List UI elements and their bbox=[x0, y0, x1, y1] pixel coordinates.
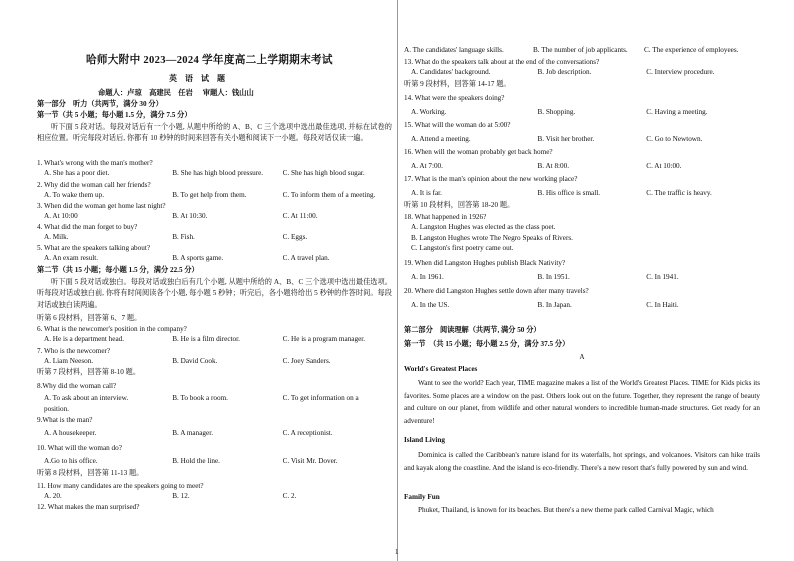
option-b: B. She has high blood pressure. bbox=[172, 169, 264, 178]
option-a: A. To wake them up. bbox=[44, 191, 105, 200]
question-stem: 6. What is the newcomer's position in the company? bbox=[37, 325, 187, 333]
question-stem: 11. How many candidates are the speakers going to meet? bbox=[37, 482, 204, 490]
proposers: 命题人：卢琼 高建民 任岩 bbox=[98, 88, 193, 97]
question-stem: 18. What happened in 1926? bbox=[404, 213, 487, 221]
question-4 bbox=[37, 222, 392, 243]
question-20 bbox=[404, 286, 760, 311]
subheading-family-fun: Family Fun bbox=[404, 493, 440, 501]
option-a: A. Candidates' background. bbox=[411, 68, 491, 77]
option-c: C. Visit Mr. Dover. bbox=[282, 457, 338, 466]
question-7 bbox=[37, 346, 392, 367]
option-b: B. In Japan. bbox=[537, 301, 572, 310]
question-stem: 2. Why did the woman call her friends? bbox=[37, 181, 151, 189]
option-b: B. At 10:30. bbox=[172, 212, 208, 221]
option-c: C. Having a meeting. bbox=[646, 108, 708, 117]
option-a: A. It is far. bbox=[411, 189, 442, 198]
option-a: A. A housekeeper. bbox=[44, 429, 97, 438]
option-a: A. To ask about an interview. bbox=[44, 394, 129, 403]
section1-heading: 第一节（共 5 小题；每小题 1.5 分，满分 7.5 分） bbox=[37, 111, 192, 119]
question-3 bbox=[37, 201, 392, 222]
option-a: A. The candidates' language skills. bbox=[404, 46, 504, 54]
question-12-stem: 12. What makes the man surprised? bbox=[37, 503, 140, 511]
question-stem: 15. What will the woman do at 5:00? bbox=[404, 121, 511, 129]
question-14 bbox=[404, 93, 760, 118]
reviewer: 审题人：钱山山 bbox=[202, 88, 254, 97]
option-b: B. Visit her brother. bbox=[537, 135, 595, 144]
option-c: C. A travel plan. bbox=[282, 254, 330, 263]
question-1 bbox=[37, 158, 392, 179]
option-c: C. At 11:00. bbox=[282, 212, 318, 221]
option-c: C. In Haiti. bbox=[646, 301, 679, 310]
option-b: B. Shopping. bbox=[537, 108, 576, 117]
question-stem: 10. What will the woman do? bbox=[37, 444, 122, 452]
option-c: C. At 10:00. bbox=[646, 162, 682, 171]
option-c: C. A receptionist. bbox=[282, 429, 333, 438]
option-c: C. The traffic is heavy. bbox=[646, 189, 712, 198]
question-stem: 17. What is the man's opinion about the new working place? bbox=[404, 175, 578, 183]
option-b: B. To get help from them. bbox=[172, 191, 247, 200]
option-c: C. To inform them of a meeting. bbox=[282, 191, 376, 200]
option-b: B. David Cook. bbox=[172, 357, 218, 366]
passage-paragraph-1: Want to see the world? Each year, TIME magazine makes a list of the World's Greatest Places. TIME for Kids picks its favorites. Some places are a window on the past. Others look out on the future. Together, they represent the range of beauty and culture on our planet, from wildlife and other natural wonders to incredible human-made structures. Get ready for an adventure! bbox=[404, 379, 760, 425]
option-a: A. Attend a meeting. bbox=[411, 135, 471, 144]
option-b: B. At 8:00. bbox=[537, 162, 570, 171]
question-stem: 14. What were the speakers doing? bbox=[404, 94, 505, 102]
note-6: 听第 6 段材料，回答第 6、7 题。 bbox=[37, 314, 142, 322]
option-a: A. At 7:00. bbox=[411, 162, 443, 171]
option-c: C. Eggs. bbox=[282, 233, 308, 242]
option-b: B. To book a room. bbox=[172, 394, 228, 403]
option-c: C. To get information on a bbox=[282, 394, 359, 403]
note-7: 听第 7 段材料，回答第 8-10 题。 bbox=[37, 368, 141, 376]
option-b: B. Hold the line. bbox=[172, 457, 220, 466]
option-a: A. She has a poor diet. bbox=[44, 169, 110, 178]
column-divider bbox=[397, 0, 398, 561]
subheading-island-living: Island Living bbox=[404, 436, 445, 444]
option-a: A. In the US. bbox=[411, 301, 450, 310]
family-fun-paragraph: Phuket, Thailand, is known for its beaches. But there's a new theme park called Carnival Magic, which bbox=[418, 506, 714, 514]
note-8: 听第 8 段材料，回答第 11-13 题。 bbox=[37, 469, 144, 477]
question-17 bbox=[404, 174, 760, 199]
question-19 bbox=[404, 258, 760, 283]
option-c: C. He is a program manager. bbox=[282, 335, 366, 344]
question-5 bbox=[37, 243, 392, 264]
note-9: 听第 9 段材料，回答第 14-17 题。 bbox=[404, 80, 511, 88]
question-9 bbox=[37, 415, 392, 439]
section2-heading: 第二节（共 15 小题；每小题 1.5 分，满分 22.5 分） bbox=[37, 266, 199, 274]
island-living-paragraph: Dominica is called the Caribbean's nature island for its waterfalls, hot springs, and volcanoes. Visitors can hike trails and kayak along the coastline. And the island is eco-friendly. There's a new resort that's fully powered by sun and wind. bbox=[404, 451, 760, 472]
option-c: C. Go to Newtown. bbox=[646, 135, 703, 144]
question-stem: 19. When did Langston Hughes publish Black Nativity? bbox=[404, 259, 566, 267]
option-c: C. She has high blood sugar. bbox=[282, 169, 365, 178]
question-6 bbox=[37, 324, 392, 345]
question-18 bbox=[404, 212, 760, 254]
question-stem: 16. When will the woman probably get back home? bbox=[404, 148, 553, 156]
option-c: C. 2. bbox=[282, 492, 297, 501]
option-b: B. Fish. bbox=[172, 233, 195, 242]
option-b: B. He is a film director. bbox=[172, 335, 240, 344]
option-b: B. 12. bbox=[172, 492, 190, 501]
page-number: 1 bbox=[395, 548, 399, 556]
section2-instructions: 听下面 5 段对话或独白。每段对话或独白后有几个小题, 从题中所给的 A、B、C 三个选项中选出最佳选项。听每段对话或独白前, 你将有时间阅读各个小题, 每小题 5 秒钟；听完后，各小题将给出 5 秒钟的作答时间。每段对话或独白读两遍。 bbox=[37, 278, 392, 309]
section1-instructions: 听下面 5 段对话。每段对话后有一个小题, 从题中所给的 A、B、C 三个选项中选出最佳选项, 并标在试卷的相应位置。听完每段对话后, 你都有 10 秒钟的时间来回答有关小题和阅读下一小题。每段对话仅读一遍。 bbox=[37, 123, 392, 143]
question-12-options bbox=[404, 45, 760, 55]
option-a: A. Working. bbox=[411, 108, 447, 117]
passage-title: World's Greatest Places bbox=[404, 365, 478, 373]
option-b: B. In 1951. bbox=[537, 273, 570, 282]
question-13 bbox=[404, 57, 760, 78]
question-stem: 13. What do the speakers talk about at the end of the conversations? bbox=[404, 58, 600, 66]
question-8 bbox=[37, 381, 392, 414]
question-10 bbox=[37, 443, 392, 467]
option-a: A. He is a department head. bbox=[44, 335, 125, 344]
exam-authors bbox=[98, 88, 262, 98]
question-stem: 9.What is the man? bbox=[37, 416, 93, 424]
option-a: A. At 10:00 bbox=[44, 212, 78, 221]
question-11 bbox=[37, 481, 392, 502]
part2-section1-heading: 第一节 （共 15 小题；每小题 2.5 分，满分 37.5 分） bbox=[404, 340, 570, 348]
option-b: B. His office is small. bbox=[537, 189, 601, 198]
option-a: A. Langston Hughes was elected as the class poet. bbox=[411, 223, 556, 232]
option-c: C. Interview procedure. bbox=[646, 68, 715, 77]
exam-title: 哈师大附中 2023—2024 学年度高二上学期期末考试 bbox=[86, 55, 333, 66]
question-stem: 5. What are the speakers talking about? bbox=[37, 244, 151, 252]
question-stem: 3. When did the woman get home last night? bbox=[37, 202, 166, 210]
option-a: A.Go to his office. bbox=[44, 457, 98, 466]
option-c-wrap: position. bbox=[44, 404, 69, 413]
question-stem: 1. What's wrong with the man's mother? bbox=[37, 159, 153, 167]
passage-label: A bbox=[579, 353, 585, 361]
question-2 bbox=[37, 180, 392, 201]
option-a: A. Liam Neeson. bbox=[44, 357, 94, 366]
option-c: C. Joey Sanders. bbox=[282, 357, 331, 366]
option-b: B. The number of job applicants. bbox=[533, 46, 628, 54]
question-stem: 7. Who is the newcomer? bbox=[37, 347, 111, 355]
option-b: B. A manager. bbox=[172, 429, 213, 438]
option-a: A. In 1961. bbox=[411, 273, 444, 282]
question-stem: 4. What did the man forget to buy? bbox=[37, 223, 138, 231]
question-15 bbox=[404, 120, 760, 145]
option-a: A. 20. bbox=[44, 492, 62, 501]
option-a: A. An exam result. bbox=[44, 254, 99, 263]
option-b: B. Langston Hughes wrote The Negro Speaks of Rivers. bbox=[411, 233, 573, 242]
question-16 bbox=[404, 147, 760, 172]
option-c: C. The experience of employees. bbox=[644, 46, 739, 54]
option-b: B. Job description. bbox=[537, 68, 592, 77]
exam-subject: 英 语 试 题 bbox=[169, 74, 228, 83]
part1-heading: 第一部分 听力（共两节，满分 30 分） bbox=[37, 100, 163, 108]
question-stem: 20. Where did Langston Hughes settle down after many travels? bbox=[404, 287, 589, 295]
option-c: C. In 1941. bbox=[646, 273, 679, 282]
note-10: 听第 10 段材料，回答第 18-20 题。 bbox=[404, 201, 515, 209]
option-b: B. A sports game. bbox=[172, 254, 224, 263]
option-c: C. Langston's first poetry came out. bbox=[411, 244, 514, 253]
part2-heading: 第二部分 阅读理解（共两节, 满分 50 分） bbox=[404, 326, 541, 334]
option-a: A. Milk. bbox=[44, 233, 69, 242]
question-stem: 8.Why did the woman call? bbox=[37, 382, 117, 390]
